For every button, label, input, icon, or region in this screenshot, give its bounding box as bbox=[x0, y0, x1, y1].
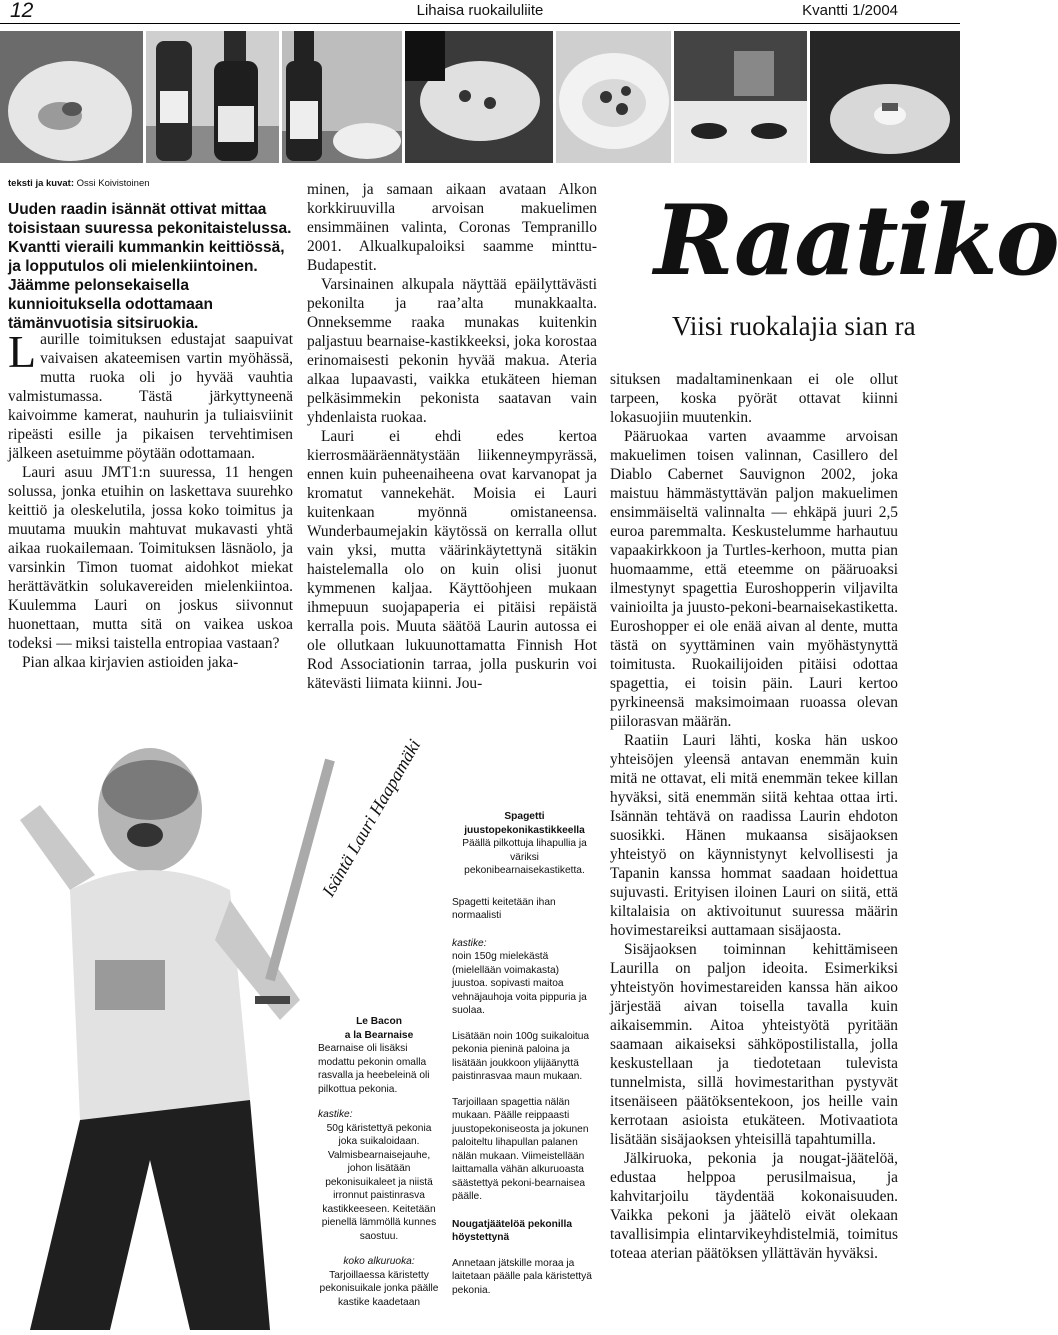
page-header bbox=[0, 0, 960, 22]
article-column-3 bbox=[610, 370, 898, 1263]
paragraph: Jälkiruoka, pekonia ja nougat-jäätelöä, edustaa helppoa perusilmaisua, ja kahvitarjoilu täydentää kokonaisuuden. Vaikka pekoni ja jäätelö eivät olekaan tavallisimpia elintarvikeyhdistelmiä, toimitus toteaa aterian päätöksen yllättävän hyväksi. bbox=[610, 1150, 898, 1262]
recipe-text: Tarjoillaan spagettia nälän mukaan. Päälle reippaasti juustopekoniseosta ja jokunen paloiteltu lihapullan palanen nälän mukaan. Viimeistellään laittamalla vähän alkuruoasta säästettyä pekoni-bearnaisea päälle. bbox=[452, 1096, 589, 1202]
byline-label: teksti ja kuvat: bbox=[8, 178, 74, 189]
paragraph: minen, ja samaan aikaan avataan Alkon korkkiruuvilla arvoisan makuelimen ensimmäinen valinta, Coronas Tempranillo 2001. Alkualkupaloiksi saamme minttu-Budapestit. bbox=[307, 181, 597, 274]
photo-spaghetti-plate bbox=[556, 31, 671, 163]
recipe-description: Bearnaise oli lisäksi modattu pekonin omalla rasvalla ja heebeleinä oli pilkottua pekonia. bbox=[318, 1043, 430, 1095]
photo-stove bbox=[674, 31, 807, 163]
header-rule bbox=[0, 23, 960, 24]
recipe-spaghetti bbox=[452, 810, 597, 1297]
photo-wine-bottles bbox=[146, 31, 279, 163]
paragraph: situksen madaltaminenkaan ei ole ollut tarpeen, koska pyörät ottavat kiinni lokasuojiin muutenkin. bbox=[610, 371, 898, 426]
paragraph-text: aurille toimituksen edustajat saapuivat vaivaisen akateemisen vartin myöhässä, mutta ruoka oli jo hyvää vauhtia valmistumassa. Tästä järkyttyneenä kaivoimme kamerat, nauhurin ja tuliaisviinit ripeästi esille ja pikaisen tervehtimisen jälkeen asetuimme pöytään odottamaan. bbox=[8, 331, 293, 462]
photo-table-food bbox=[405, 31, 553, 163]
article-column-1 bbox=[8, 326, 293, 672]
page-number: 12 bbox=[10, 0, 34, 22]
recipe-text: Tarjoillaessa käristetty pekonisuikale jonka päälle kastike kaadetaan bbox=[319, 1269, 439, 1308]
paragraph: Lauri asuu JMT1:n suuressa, 11 hengen solussa, jonka etuihin on laskettava suurehko keittiö ja oleskelutila, jossa koko toimitus ja muutama muukin mahtuvat mukavasti yhtä aikaa ruokailemaan. Toimituksen läsnäolo, ja varsinkin Timon tuomat aidohkot miekat herättävätkin solukavereiden mielenkiintoa. Kuulemma Lauri on joskus siivonnut huonettaan, mutta sitä on vaikea uskoa todeksi — miksi taistella entropiaa vastaan? bbox=[8, 464, 293, 652]
recipe-description: Päällä pilkottuja lihapullia ja väriksi pekonibearnaisekastiketta. bbox=[462, 838, 587, 876]
recipe-label: kastike: bbox=[318, 1109, 353, 1120]
photo-host-with-sword bbox=[0, 700, 330, 1330]
article-column-2 bbox=[307, 180, 597, 693]
recipe-text: Lisätään noin 100g suikaloitua pekonia pieninä paloina ja lisätään joukkoon ylijäänyttä paistinrasvaa maun mukaan. bbox=[452, 1030, 590, 1082]
recipe-title: Le Bacon bbox=[356, 1016, 402, 1027]
masthead-title: Raatiko bbox=[654, 184, 1058, 297]
recipe-text: Spagetti keitetään ihan normaalisti bbox=[452, 896, 556, 921]
paragraph: Sisäjaoksen toiminnan kehittämiseen Laurilla on paljon ideoita. Esimerkiksi yhteistyön hovimestareiden kanssa hän aikoo järjestää aivan toisella tavalla kuin aikaisemmin. Aitoa yhteistyötä pyritään saamaan aikaiseksi sähköpostilistalla, jolla keskustellaan ja tiedotetaan tulevista tunnelmista, sillä hovimestarithan pystyvät itsenäiseen päätöksentekoon, jos heille vain kerrotaan asioista etukäteen. Motivaatiota lisätään sisäjaoksen yhteisillä tapahtumilla. bbox=[610, 941, 898, 1148]
recipe-bacon-bearnaise bbox=[318, 1015, 440, 1309]
paragraph: Pian alkaa kirjavien astioiden jaka- bbox=[22, 654, 239, 671]
lead-paragraph: Uuden raadin isännät ottivat mittaa toisistaan suuressa pekonitaistelussa. Kvantti vieraili kummankin keittiössä, ja lopputulos oli mielenkiintoinen. Jäämme pelonsekaisella kunnioituksella odottamaan tämänvuotisia sitsiruokia. bbox=[8, 201, 292, 332]
photo-dessert-plate bbox=[810, 31, 960, 163]
photo-wine-bottle-2 bbox=[282, 31, 402, 163]
paragraph: Raatiin Lauri lähti, koska hän uskoo yhteisöjen yleensä antavan enemmän kuin mitä ne ottavat, eli mitä enemmän tekee killan hyväksi, sitä enemmän siitä kehtaa ottaa irti. Isännän tehtävä on raadissa Laurin ehdoton suosikki. Hänen mukaansa sisäjaoksen yhteistyö on käynnistynyt kelvollisesti ja Tapanin kanssa hommat saadaan hoidettua sujuvasti. Erityisen iloinen Lauri on siitä, että kiltalaisia on aktivoitunut suuressa määrin hovimestareiksi auttamaan sisäjaosta. bbox=[610, 732, 898, 939]
issue-label: Kvantti 1/2004 bbox=[802, 2, 898, 19]
paragraph bbox=[8, 326, 293, 463]
recipe-title: Spagetti juustopekonikastikkeella bbox=[464, 811, 585, 836]
drop-cap: L bbox=[8, 326, 37, 377]
recipe-text: Annetaan jätskille moraa ja laitetaan päälle pala käristettyä pekonia. bbox=[452, 1257, 592, 1296]
masthead-subtitle: Viisi ruokalajia sian ra bbox=[672, 311, 916, 341]
photo-caption: Isäntä Lauri Haapamäki bbox=[318, 735, 425, 900]
byline bbox=[8, 178, 150, 189]
magazine-section-title: Lihaisa ruokailuliite bbox=[416, 2, 544, 19]
recipe-text: 50g käristettyä pekonia joka suikaloidaan. Valmisbearnaisejauhe, johon lisätään pekonisuikaleet ja niistä irronnut paistinrasva kastikkeeseen. Keitetään pienellä lämmöllä kunnes saostuu. bbox=[321, 1122, 437, 1242]
photo-plate-starter bbox=[0, 31, 143, 163]
recipe-title: Nougatjäätelöä pekonilla höystettynä bbox=[452, 1218, 573, 1243]
paragraph: Varsinainen alkupala näyttää epäilyttävästi pekonilta ja raa’alta munakkaalta. Onneksemme raaka munakas kuitenkin paljastuu bearnaise-kastikkeeksi, joka korostaa erinomaisesti pekonin hyvää makua. Ateria alkaa lupaavasti, vaikka etukäteen hieman pelkäsimmekin pekonista saatavan vain yhdenlaista ruokaa. bbox=[307, 276, 597, 426]
photo-strip bbox=[0, 31, 960, 163]
recipe-label: kastike: bbox=[452, 937, 487, 949]
byline-name: Ossi Koivistoinen bbox=[76, 178, 150, 189]
recipe-label: koko alkuruoka: bbox=[343, 1256, 415, 1267]
recipe-title: a la Bearnaise bbox=[344, 1029, 414, 1041]
paragraph: Pääruokaa varten avaamme arvoisan makuelimen toisen valinnan, Casillero del Diablo Cabernet Sauvignon 2002, joka maistuu hämmästyttävän paljon makuelimen ensimmäiseltä valinnalta — ehkäpä juuri 2,5 euroa paremmalta. Keskustelumme harhautuu vapaakirkkoon ja Turtles-kerhoon, mutta pian huomaamme, että eteemme on pääruoaksi ilmestynyt spagettia Euroshopperin viljavilta vainioilta ja juusto-pekoni-bearnaisekastiketta. Euroshopper ei ole enää aivan al dente, mutta tästä on syyttäminen vain myöhästynyttä toimitusta. Ruokailijoiden pitäisi odottaa spagettia, ei toisin päin. Lauri kertoo pyrkineensä maksimoimaan ruoassa olevan piilorasvan määrän. bbox=[610, 428, 898, 730]
paragraph: Lauri ei ehdi edes kertoa kierrosmääräennätystään liikenneympyrässä, ennen kuin puheenaiheena ovat karvanopat ja kromatut vannekehät. Moisia ei Lauri kuitenkaan myönnä omistaneensa. Wunderbaumejakin käytössä on kerralla ollut vain yksi, mutta väärinkäytettynä sitäkin haistelemalla olo on kuin olisi juonut kymmenen kaljaa. Käyttöohjeen mukaan ihmepuun suojapaperia ei pitäisi repäistä kerralla pois. Muuta säätöä Laurin autossa ei ole ollutkaan lukuunottamatta Finnish Hot Rod Associationin tarraa, jolla puskurin voi kätevästi liimata kiinni. Jou- bbox=[307, 428, 597, 692]
recipe-ingredients: noin 150g mielekästä (mielellään voimakasta) juustoa. sopivasti maitoa vehnäjauhoja voita pippuria ja suolaa. bbox=[452, 951, 587, 1016]
section-masthead bbox=[640, 184, 1058, 310]
